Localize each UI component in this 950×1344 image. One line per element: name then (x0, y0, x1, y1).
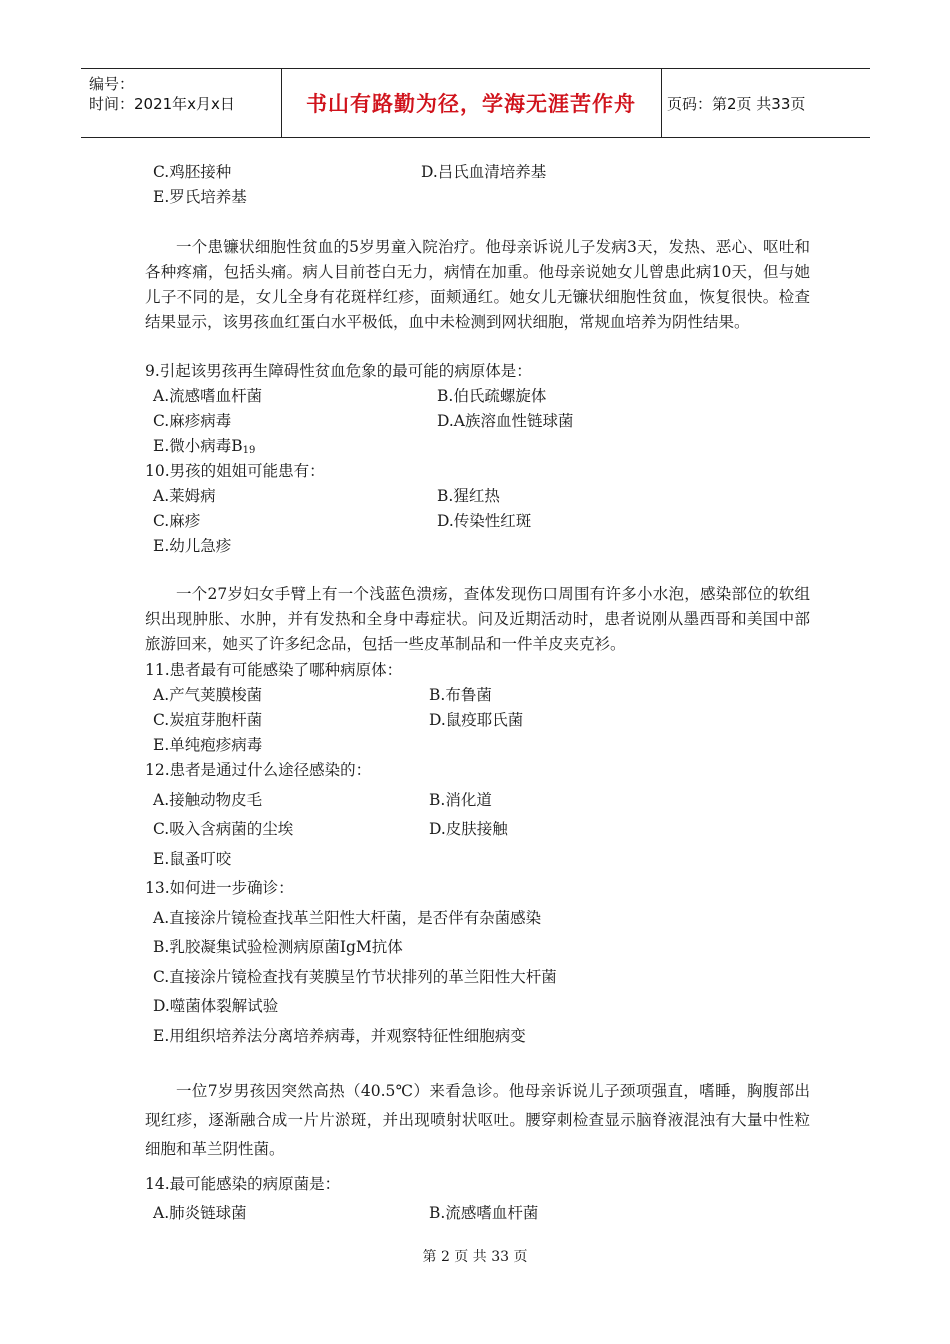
q12-option-a: A.接触动物皮毛 (153, 791, 263, 809)
q10-stem: 10.男孩的姐姐可能患有： (145, 462, 325, 480)
q11-option-e: E.单纯疱疹病毒 (153, 736, 263, 754)
q9-option-a: A.流感嗜血杆菌 (153, 387, 263, 405)
q12-option-b: B.消化道 (429, 791, 492, 809)
q10-option-b: B.猩红热 (437, 487, 500, 505)
q9-option-e-main: E.微小病毒B (153, 437, 243, 455)
header-meta (81, 69, 282, 137)
date-label: 时间：2021年x月x日 (89, 95, 235, 113)
prev-option-d: D.吕氏血清培养基 (421, 163, 547, 181)
q10-option-c: C.麻疹 (153, 512, 201, 530)
q12-option-d: D.皮肤接触 (429, 820, 508, 838)
q13-stem: 13.如何进一步确诊： (145, 879, 294, 897)
q10-option-d: D.传染性红斑 (437, 512, 532, 530)
q13-option-e: E.用组织培养法分离培养病毒，并观察特征性细胞病变 (153, 1027, 526, 1045)
prev-option-e: E.罗氏培养基 (153, 188, 247, 206)
q10-option-e: E.幼儿急疹 (153, 537, 232, 555)
q9-option-c: C.麻疹病毒 (153, 412, 232, 430)
q9-stem: 9.引起该男孩再生障碍性贫血危象的最可能的病原体是： (145, 362, 532, 380)
q11-option-c: C.炭疽芽胞杆菌 (153, 711, 263, 729)
q14-stem: 14.最可能感染的病原菌是： (145, 1175, 341, 1193)
prev-option-c: C.鸡胚接种 (153, 163, 232, 181)
case3-paragraph: 一位7岁男孩因突然高热（40.5℃）来看急诊。他母亲诉说儿子颈项强直，嗜睡，胸腹部出现红疹，逐渐融合成一片片淤斑，并出现喷射状呕吐。腰穿刺检查显示脑脊液混浊有大量中性粒细胞和革兰阴性菌。 (145, 1082, 810, 1158)
header-page-info: 页码：第2页 共33页 (667, 94, 806, 113)
q10-option-a: A.莱姆病 (153, 487, 216, 505)
q13-option-a: A.直接涂片镜检查找革兰阳性大杆菌，是否伴有杂菌感染 (153, 909, 542, 927)
q12-option-e: E.鼠蚤叮咬 (153, 850, 232, 868)
q14-option-b: B.流感嗜血杆菌 (429, 1204, 539, 1222)
page-header (81, 68, 870, 138)
q11-option-b: B.布鲁菌 (429, 686, 492, 704)
header-motto: 书山有路勤为径，学海无涯苦作舟 (281, 69, 662, 137)
q11-stem: 11.患者最有可能感染了哪种病原体： (145, 661, 403, 679)
q11-option-d: D.鼠疫耶氏菌 (429, 711, 524, 729)
page-footer: 第 2 页 共 33 页 (422, 1249, 528, 1265)
q9-option-d: D.A族溶血性链球菌 (437, 412, 574, 430)
q9-option-e (153, 436, 255, 461)
q14-option-a: A.肺炎链球菌 (153, 1204, 247, 1222)
case2-paragraph: 一个27岁妇女手臂上有一个浅蓝色溃疡，查体发现伤口周围有许多小水泡，感染部位的软组织出现肿胀、水肿，并有发热和全身中毒症状。问及近期活动时，患者说刚从墨西哥和美国中部旅游回来，她买了许多纪念品，包括一些皮革制品和一件羊皮夹克衫。 (145, 585, 810, 653)
q9-option-b: B.伯氏疏螺旋体 (437, 387, 547, 405)
q11-option-a: A.产气荚膜梭菌 (153, 686, 263, 704)
code-label: 编号： (89, 75, 135, 93)
case1-paragraph: 一个患镰状细胞性贫血的5岁男童入院治疗。他母亲诉说儿子发病3天，发热、恶心、呕吐和各种疼痛，包括头痛。病人目前苍白无力，病情在加重。他母亲说她女儿曾患此病10天，但与她儿子不同的是，女儿全身有花斑样红疹，面颊通红。她女儿无镰状细胞性贫血，恢复很快。检查结果显示，该男孩血红蛋白水平极低，血中未检测到网状细胞，常规血培养为阴性结果。 (145, 238, 810, 331)
q13-option-d: D.噬菌体裂解试验 (153, 997, 279, 1015)
q12-option-c: C.吸入含病菌的尘埃 (153, 820, 294, 838)
q13-option-b: B.乳胶凝集试验检测病原菌IgM抗体 (153, 938, 403, 956)
q9-option-e-sub: 19 (242, 445, 256, 456)
q12-stem: 12.患者是通过什么途径感染的： (145, 761, 372, 779)
q13-option-c: C.直接涂片镜检查找有荚膜呈竹节状排列的革兰阳性大杆菌 (153, 968, 557, 986)
